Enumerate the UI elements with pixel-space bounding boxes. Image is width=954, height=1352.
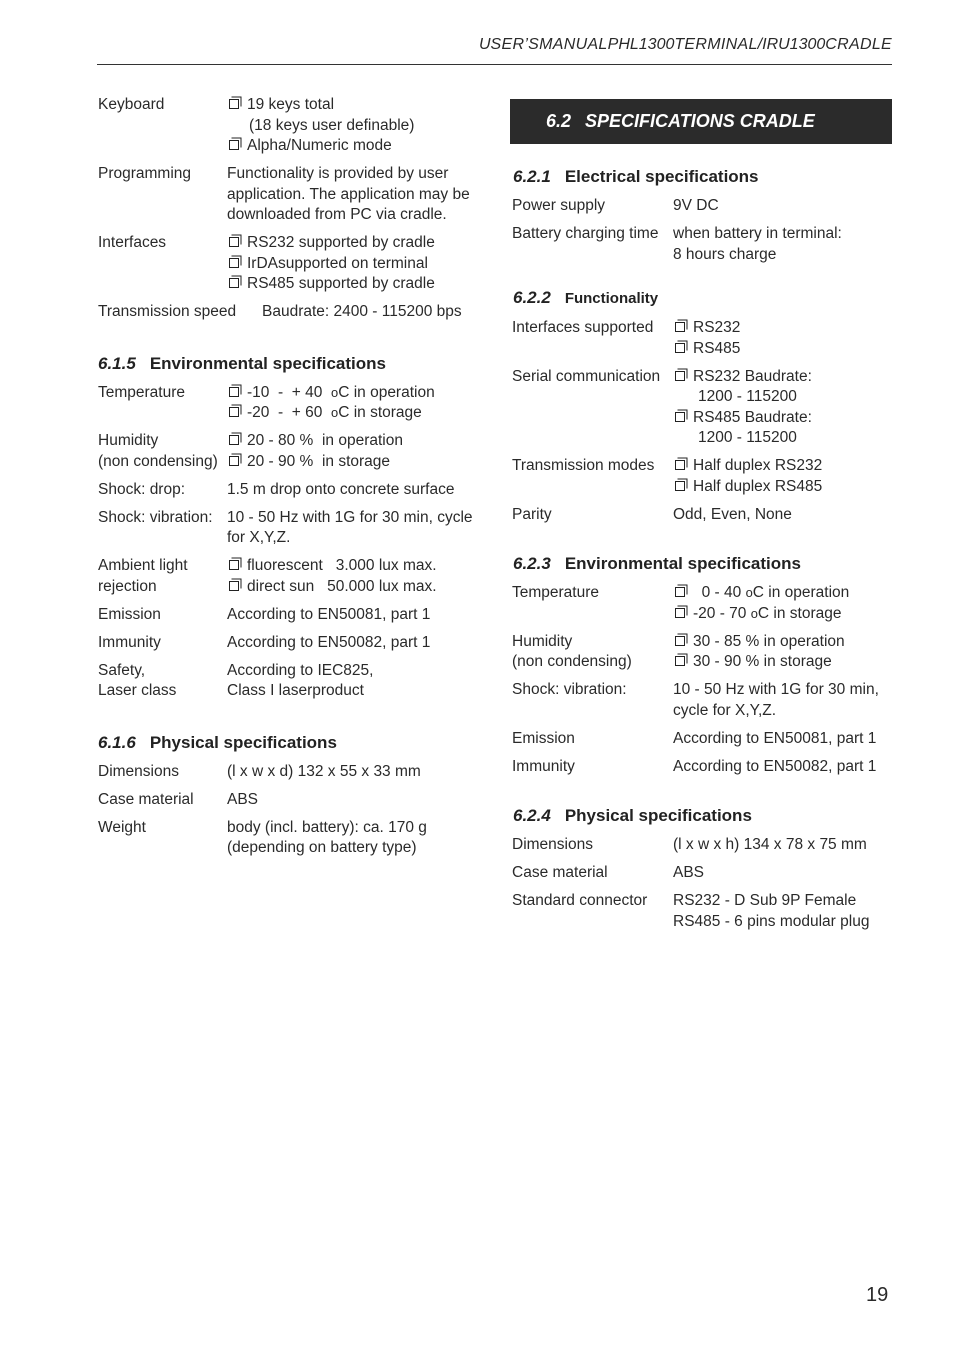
spec-battery-charging: [510, 224, 892, 265]
spec-label: Weight: [98, 818, 146, 836]
spec-label: Emission: [512, 729, 575, 747]
section-number: 6.2.3: [513, 554, 551, 573]
spec-emission: [98, 605, 478, 626]
degree-sign: o: [331, 405, 339, 420]
spec-value: RS232: [693, 319, 741, 336]
spec-temperature: [98, 383, 478, 424]
spec-value: 19 keys total: [247, 96, 335, 113]
spec-value: RS232 Baudrate:: [693, 367, 812, 385]
checkbox-icon: [229, 237, 239, 247]
spec-label: Emission: [98, 605, 161, 623]
checkbox-icon: [675, 608, 685, 618]
checkbox-icon: [229, 560, 239, 570]
spec-value: 10 - 50 Hz with 1G for 30 min, cycle for X,Y,Z.: [227, 508, 473, 546]
spec-value: Functionality is provided by user application. The application may be downloaded from PC via cradle.: [227, 165, 470, 223]
spec-value: (depending on battery type): [227, 839, 417, 856]
checkbox-icon: [229, 278, 239, 288]
spec-label: Battery charging time: [512, 225, 659, 242]
spec-transmission-speed: [98, 302, 478, 323]
header-iru: IRU1300: [762, 36, 826, 53]
spec-value: C in operation: [752, 584, 850, 601]
spec-value: ABS: [673, 864, 705, 881]
checkbox-icon: [229, 387, 239, 397]
spec-value: Alpha/Numeric mode: [247, 137, 392, 154]
spec-label: Dimensions: [98, 762, 179, 780]
section-number: 6.2.2: [513, 288, 551, 307]
spec-value: Half duplex RS485: [693, 477, 823, 495]
spec-label: Dimensions: [512, 836, 593, 853]
checkbox-icon: [229, 456, 239, 466]
spec-value: 1200 - 115200: [698, 429, 797, 446]
page-number: 19: [866, 1284, 889, 1306]
checkbox-icon: [675, 587, 685, 597]
section-title: Environmental specifications: [564, 554, 801, 573]
spec-value: RS485 Baudrate:: [693, 408, 812, 426]
spec-weight: [98, 818, 478, 859]
spec-label: Parity: [512, 505, 552, 523]
banner-title: SPECIFICATIONS CRADLE: [585, 111, 815, 131]
spec-value: 20 - 80 % in operation: [247, 432, 403, 449]
spec-label: Immunity: [512, 757, 575, 775]
spec-interfaces-supported: [510, 318, 892, 359]
section-title: Electrical specifications: [564, 167, 759, 186]
spec-value: 8 hours charge: [673, 245, 777, 263]
spec-value: 9V DC: [673, 197, 719, 214]
header-manual: MANUAL: [539, 36, 608, 53]
section-number: 6.2.4: [513, 806, 551, 825]
spec-value: RS485 supported by cradle: [247, 275, 435, 292]
section-title: Physical specifications: [149, 732, 337, 752]
spec-label: Power supply: [512, 197, 606, 214]
spec-temperature-cradle: [510, 583, 892, 624]
header-terminal: TERMINAL: [674, 36, 758, 53]
degree-sign: o: [331, 384, 339, 400]
spec-standard-connector: [510, 891, 892, 932]
spec-programming: [98, 164, 478, 226]
spec-value: 1200 - 115200: [698, 388, 797, 405]
checkbox-icon: [675, 322, 685, 332]
section-heading-615: [98, 353, 478, 375]
checkbox-icon: [675, 371, 685, 381]
section-banner-62: [510, 99, 892, 144]
spec-value: C in operation: [338, 383, 435, 401]
spec-keyboard: [98, 95, 478, 157]
running-header: [97, 28, 892, 65]
checkbox-icon: [229, 99, 239, 109]
spec-parity: [510, 505, 892, 526]
header-cradle: CRADLE: [825, 36, 892, 53]
spec-label: rejection: [98, 577, 157, 595]
header-phl: PHL1300: [607, 36, 675, 53]
spec-value: RS485 - 6 pins modular plug: [673, 912, 870, 930]
spec-value: 30 - 85 % in operation: [693, 632, 845, 650]
header-sers: SER: [490, 36, 525, 53]
spec-value: ABS: [227, 790, 259, 808]
checkbox-icon: [675, 412, 685, 422]
spec-value: 20 - 90 % in storage: [247, 452, 391, 470]
section-heading-616: [98, 732, 478, 754]
spec-value: IrDAsupported on terminal: [247, 254, 428, 272]
checkbox-icon: [675, 656, 685, 666]
spec-value: 30 - 90 % in storage: [693, 653, 832, 670]
left-column: [98, 95, 478, 866]
section-number: 6.1.5: [98, 353, 136, 373]
spec-value: -20 - + 60: [247, 404, 332, 421]
right-column: [510, 97, 892, 940]
spec-value: 0 - 40: [693, 584, 746, 601]
section-title: Environmental specifications: [149, 353, 386, 373]
section-heading-623: [510, 553, 892, 575]
section-number: 6.1.6: [98, 732, 136, 752]
spec-label: Ambient light: [98, 557, 188, 574]
spec-transmission-modes: [510, 456, 892, 497]
spec-value: fluorescent 3.000 lux max.: [247, 557, 437, 574]
spec-power-supply: [510, 196, 892, 217]
spec-label: Immunity: [98, 633, 161, 651]
checkbox-icon: [675, 481, 685, 491]
checkbox-icon: [229, 581, 239, 591]
spec-value: -10 - + 40: [247, 383, 332, 401]
spec-value: (l x w x d) 132 x 55 x 33 mm: [227, 762, 421, 780]
spec-value: (18 keys user definable): [249, 116, 415, 134]
spec-value: According to EN50081, part 1: [227, 605, 431, 623]
spec-value: (l x w x h) 134 x 78 x 75 mm: [673, 836, 867, 853]
spec-safety: [98, 661, 478, 702]
spec-value: According to EN50082, part 1: [227, 633, 431, 651]
checkbox-icon: [229, 407, 239, 417]
spec-ambient-light: [98, 556, 478, 597]
spec-label: (non condensing): [98, 452, 218, 470]
spec-immunity: [98, 633, 478, 654]
spec-value: direct sun 50.000 lux max.: [247, 577, 437, 595]
checkbox-icon: [675, 343, 685, 353]
spec-value: According to EN50082, part 1: [673, 757, 877, 775]
section-heading-621: [510, 166, 892, 188]
spec-label: (non condensing): [512, 653, 632, 670]
section-heading-622: [510, 287, 892, 310]
checkbox-icon: [675, 460, 685, 470]
spec-shock-vibration: [98, 508, 478, 549]
spec-interfaces: [98, 233, 478, 295]
spec-value: According to IEC825,: [227, 661, 374, 679]
spec-value: Class I laserproduct: [227, 682, 364, 699]
spec-humidity: [98, 431, 478, 472]
spec-serial-communication: [510, 367, 892, 449]
section-title: Physical specifications: [564, 806, 752, 825]
spec-immunity-cradle: [510, 757, 892, 778]
degree-sign: o: [745, 585, 753, 600]
spec-label: Keyboard: [98, 96, 165, 113]
spec-label: Humidity: [512, 632, 573, 650]
spec-label: Laser class: [98, 682, 177, 699]
spec-label: Transmission modes: [512, 457, 655, 474]
spec-label: Shock: vibration:: [98, 508, 213, 526]
spec-dimensions-cradle: [510, 835, 892, 856]
spec-value: Odd, Even, None: [673, 505, 792, 523]
spec-label: Safety,: [98, 661, 146, 679]
spec-dimensions: [98, 762, 478, 783]
spec-case-material-cradle: [510, 863, 892, 884]
header-apos: ’S: [524, 36, 540, 53]
spec-value: RS485: [693, 339, 741, 357]
spec-label: Case material: [512, 864, 608, 881]
spec-label: Interfaces: [98, 234, 167, 251]
spec-label: Programming: [98, 165, 192, 182]
header-slash: /: [757, 36, 763, 53]
spec-value: RS232 supported by cradle: [247, 234, 435, 251]
spec-value: Half duplex RS232: [693, 457, 823, 474]
spec-label: Standard connector: [512, 892, 648, 909]
spec-value: Baudrate: 2400 - 115200 bps: [262, 303, 462, 320]
spec-value: C in storage: [757, 604, 842, 622]
spec-label: Shock: vibration:: [512, 681, 627, 698]
spec-value: According to EN50081, part 1: [673, 729, 877, 747]
spec-shock-drop: [98, 480, 478, 501]
section-number: 6.2.1: [513, 167, 551, 186]
spec-label: Humidity: [98, 432, 159, 449]
spec-label: Shock: drop:: [98, 480, 186, 498]
spec-value: RS232 - D Sub 9P Female: [673, 892, 857, 909]
spec-label: Interfaces supported: [512, 319, 654, 336]
checkbox-icon: [229, 435, 239, 445]
spec-value: C in storage: [338, 404, 422, 421]
spec-value: 1.5 m drop onto concrete surface: [227, 480, 455, 498]
spec-label: Temperature: [98, 383, 186, 401]
spec-case-material: [98, 790, 478, 811]
spec-value: body (incl. battery): ca. 170 g: [227, 818, 427, 836]
section-heading-624: [510, 805, 892, 827]
section-title: Functionality: [564, 290, 659, 307]
spec-shock-vibration-cradle: [510, 680, 892, 721]
checkbox-icon: [229, 140, 239, 150]
spec-humidity-cradle: [510, 632, 892, 673]
degree-sign: o: [750, 605, 758, 621]
banner-number: 6.2: [546, 111, 572, 131]
spec-value: when battery in terminal:: [673, 225, 842, 242]
spec-value: 10 - 50 Hz with 1G for 30 min, cycle for X,Y,Z.: [673, 681, 879, 719]
checkbox-icon: [229, 258, 239, 268]
spec-label: Case material: [98, 790, 194, 808]
header-u: U: [478, 36, 491, 53]
spec-emission-cradle: [510, 729, 892, 750]
spec-label: Transmission speed: [98, 303, 237, 320]
spec-label: Serial communication: [512, 367, 661, 385]
spec-value: -20 - 70: [693, 604, 751, 622]
spec-label: Temperature: [512, 584, 600, 601]
checkbox-icon: [675, 636, 685, 646]
